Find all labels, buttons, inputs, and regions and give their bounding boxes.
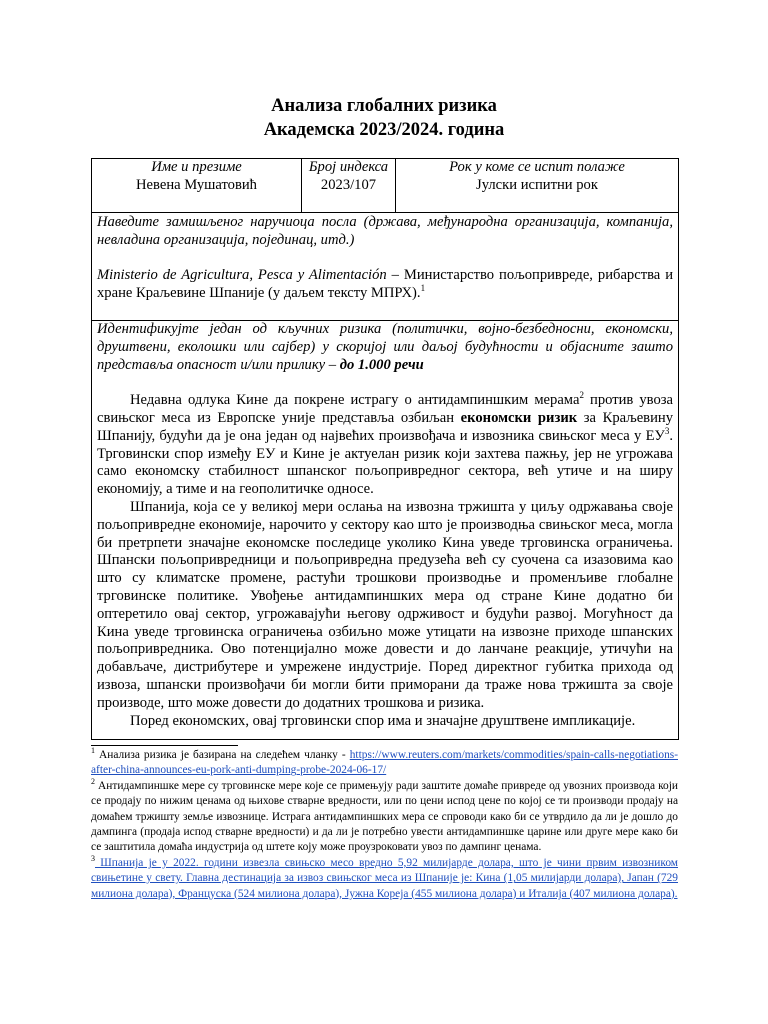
name-label: Име и презиме [151,159,242,175]
name-value: Невена Мушатовић [136,176,257,193]
pork-export-link[interactable]: Шпанија је у 2022. години извезла свињско месо вредно 5,92 милијарде долара, што је чини првим извозником свињетине у свету. Главна дестинација за извоз свињског меса из Шпаније је: Кина (1,05 милијарди долара), Јапан (729 милиона долара), Француска (524 милиона долара), Јужна Кореја (455 милиона долара) и Италија (407 милиона долара). [91,856,678,900]
name-cell [92,159,302,213]
footnote-1: $^1$ Анализа ризика је базирана на следећем чланку - https://www.reuters.com/markets/commodities/spain-calls-negotiations-after-china-announces-eu-pork-anti-dumping-probe-2024-06-17/ [91,746,678,777]
client-name-translation: – Министарство пољопривреде, рибарства и хране Краљевине Шпаније (у даљем тексту МПРХ). [97,267,674,302]
paragraph-3: Поред економских, овај трговински спор има и значајне друштвене импликације. [130,712,636,729]
deadline-cell [396,159,679,213]
client-instruction: Наведите замишљеног наручиоца посла (држава, међународна организација, компанија, невладина организација, појединац, итд.) [97,214,673,248]
footnote-3: $^3$ Шпанија је у 2022. години извезла свињско месо вредно 5,92 милијарде долара, што је чини првим извозником свињетине у свету. Главна дестинација за извоз свињског меса из Шпаније је: Кина (1,05 милијарди долара), Јапан (729 милиона долара), Француска (524 милиона долара), Јужна Кореја (455 милиона долара) и Италија (407 милиона долара). [91,853,678,900]
document-subtitle: Академска 2023/2024. година [263,120,505,140]
client-answer [97,267,673,303]
footnote-ref-2[interactable]: 2 [579,390,584,401]
footnote-ref-1[interactable]: 1 [420,283,426,294]
paragraph-2: Шпанија, која се у великој мери ослања на извозна тржишта у циљу одржавања своје пољопривредне економије, нарочито у сектору као што је производња свињског меса, могла би претрпети значајне економске последице уколико Кина уведе трговинска ограничења. Шпански пољопривредници и пољопривредна предузећа већ су суочена са изазовима као што су климатске промене, растући трошкови производње и променљиве глобалне трговинске политике. Увођење антидампиншких мера од стране Кине додатно би оптеретило овај сектор, угрожавајући његову одрживост и будући развој. Могућност да Кина уведе трговинска ограничења озбиљно може утицати на извозне приходе шпанских пољопривредника. Ово потенцијално може довести и до ланчане реакције, утичући на добављаче, дистрибутере и умрежене индустрије. Поред директног губитка прихода од извоза, шпански произвођачи би могли бити приморани да траже нова тржишта за своје производе, што може довести до додатних трошкова и ризика. [97,498,673,711]
document-title: Анализа глобалних ризика [271,96,497,116]
footnotes [91,748,678,902]
deadline-value: Јулски испитни рок [476,176,598,193]
index-cell [302,159,396,213]
risk-instruction: Идентификујте један од кључних ризика (политички, војно-безбедносни, економски, друштвени, еколошки или сајбер) у скоријој или даљој будућности и објасните зашто представља опасност и/или прилику – до 1.000 речи [97,321,673,373]
deadline-label: Рок у коме се испит полаже [449,159,625,175]
exam-form-table [91,158,679,740]
index-label: Број индекса [308,159,389,175]
risk-row [92,321,679,740]
client-cell [92,213,679,321]
index-value: 2023/107 [320,176,377,193]
footnote-ref-3[interactable]: 3 [664,425,670,436]
client-row [92,213,679,321]
paragraph-1: Недавна одлука Кине да покрене истрагу о антидампиншким мерама$^2$ против увоза свињског меса из Европске уније представља озбиљан економски ризик за Краљевину Шпанију, будући да је она један од највећих произвођача и извозника свињског меса у $ЕУ^3$. Трговински спор између ЕУ и Кине је актуелан ризик који захтева пажњу, јер не угрожава само економску стабилност шпанског пољопривредног сектора, већ утиче и на ширу економију, а тиме и на геополитичке односе. [97,390,674,498]
word-limit: до 1.000 речи [339,356,424,373]
reuters-article-link[interactable]: https://www.reuters.com/markets/commodities/spain-calls-negotiations-after-china-announces-eu-pork-anti-dumping-probe-2024-06-17/ [91,749,678,777]
footnote-separator [91,745,238,746]
risk-cell [92,321,679,740]
client-name-spanish: Ministerio de Agricultura, Pesca y Alimentación [97,267,387,284]
header-row [92,159,679,213]
footnote-2: $^2$ Антидампиншке мере су трговинске мере које се примењују ради заштите домаће привреде од увозних производа који се продају по нижим ценама од њихове стварне вредности, или по цени испод цене по којој се ти производи продају на домаћем тржишту земље извознице. Истрага антидампиншких мера се спроводи како би се утврдило да ли је дошло до дампинга (продаја испод стварне вредности) и да ли је потребно увести антидампиншке царине или друге мере како би се заштитила домаћа индустрија од штете коју може проузроковати увоз по дампинг ценама. [91,776,678,854]
economic-risk-term: економски ризик [460,409,578,426]
